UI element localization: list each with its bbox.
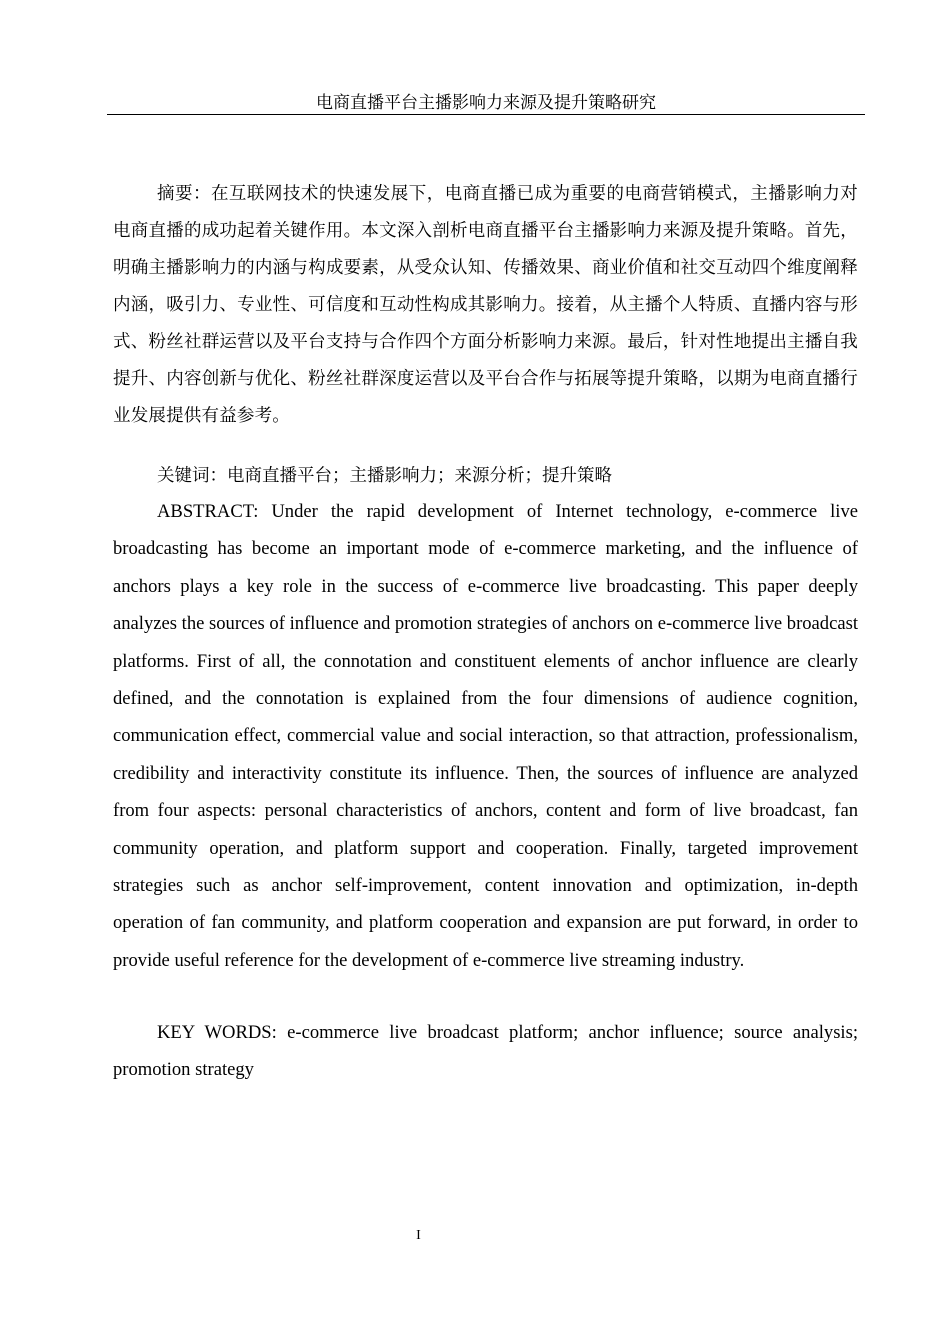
english-keywords: KEY WORDS: e-commerce live broadcast platform; anchor influence; source analysis; promotion strategy — [113, 1022, 858, 1081]
chinese-abstract: 摘要：在互联网技术的快速发展下，电商直播已成为重要的电商营销模式，主播影响力对电商直播的成功起着关键作用。本文深入剖析电商直播平台主播影响力来源及提升策略。首先，明确主播影响力的内涵与构成要素，从受众认知、传播效果、商业价值和社交互动四个维度阐释内涵，吸引力、专业性、可信度和互动性构成其影响力。接着，从主播个人特质、直播内容与形式、粉丝社群运营以及平台支持与合作四个方面分析影响力来源。最后，针对性地提出主播自我提升、内容创新与优化、粉丝社群深度运营以及平台合作与拓展等提升策略，以期为电商直播行业发展提供有益参考。 — [113, 184, 858, 426]
english-abstract: ABSTRACT: Under the rapid development of Internet technology, e-commerce live broadcasting has become an important mode of e-commerce marketing, and the influence of anchors plays a key role in the success of e-commerce live broadcasting. This paper deeply analyzes the sources of influence and promotion strategies of anchors on e-commerce live broadcast platforms. First of all, the connotation and constituent elements of anchor influence are clearly defined, and the connotation is explained from the four dimensions of audience cognition, communication effect, commercial value and social interaction, so that attraction, professionalism, credibility and interactivity constitute its influence. Then, the sources of influence are analyzed from four aspects: personal characteristics of anchors, content and form of live broadcast, fan community operation, and platform support and cooperation. Finally, targeted improvement strategies such as anchor self-improvement, content innovation and optimization, in-depth operation of fan community, and platform cooperation and expansion are put forward, in order to provide useful reference for the development of e-commerce live streaming industry. — [113, 501, 859, 971]
running-header — [107, 92, 865, 115]
header-title: 电商直播平台主播影响力来源及提升策略研究 — [316, 93, 656, 113]
chinese-keywords: 关键词：电商直播平台；主播影响力；来源分析；提升策略 — [157, 466, 612, 486]
page-number: I — [416, 1228, 421, 1243]
